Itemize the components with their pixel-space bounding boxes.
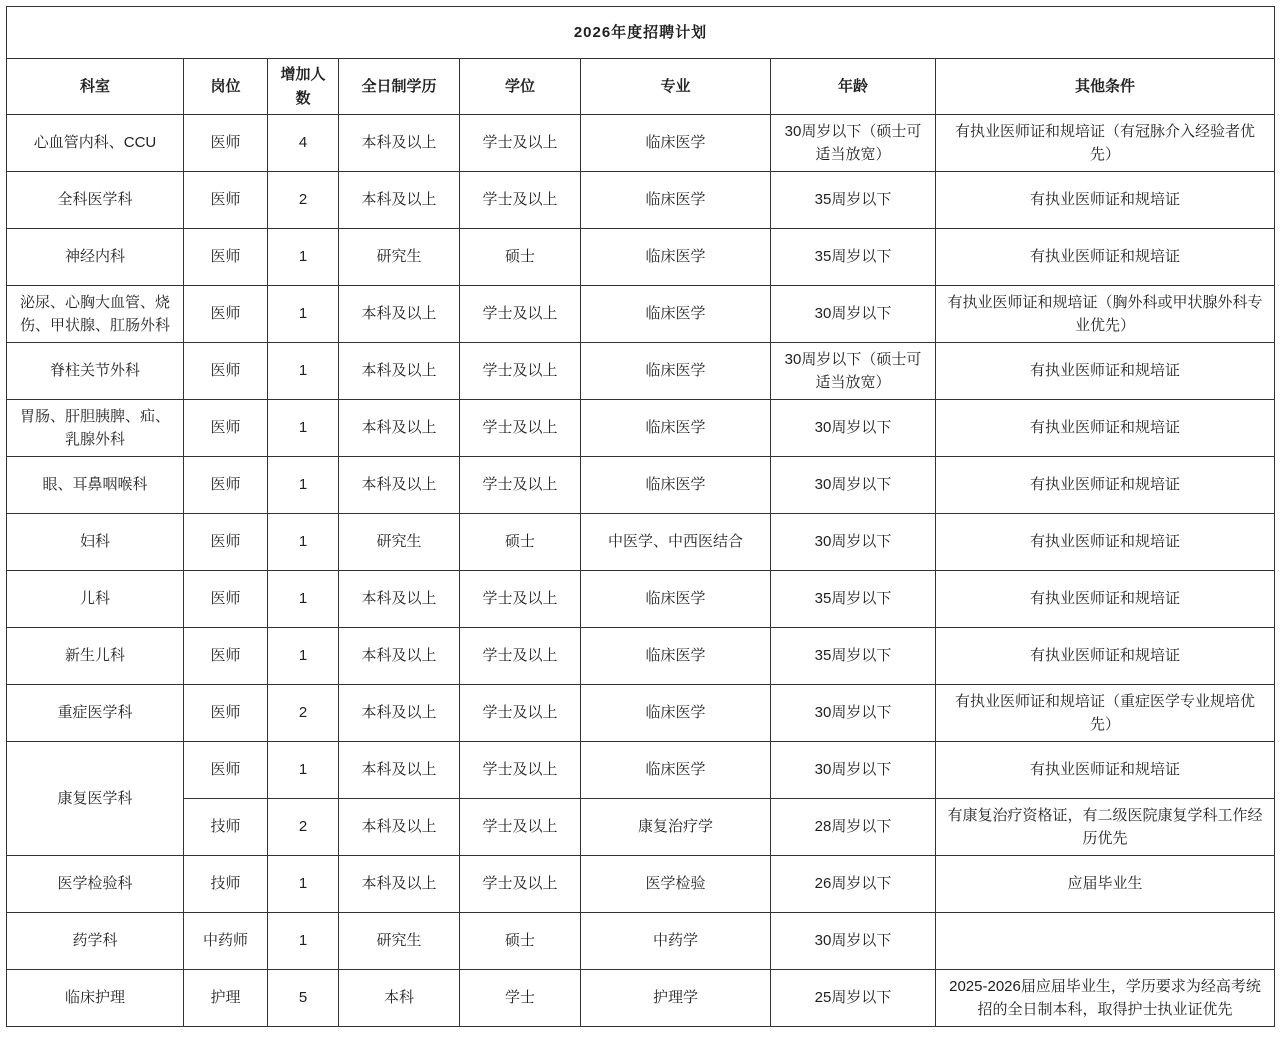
cell-position: 中药师 <box>184 913 268 970</box>
cell-position: 医师 <box>184 571 268 628</box>
cell-headcount: 5 <box>268 970 339 1027</box>
cell-major: 临床医学 <box>581 571 771 628</box>
cell-major: 护理学 <box>581 970 771 1027</box>
cell-major: 临床医学 <box>581 628 771 685</box>
column-header-other-conditions: 其他条件 <box>936 59 1275 115</box>
table-row <box>7 514 1275 571</box>
cell-department: 神经内科 <box>7 229 184 286</box>
table-row <box>7 799 1275 856</box>
cell-major: 临床医学 <box>581 115 771 172</box>
cell-degree: 学士及以上 <box>460 571 581 628</box>
cell-education: 本科及以上 <box>339 742 460 799</box>
cell-headcount: 1 <box>268 913 339 970</box>
cell-major: 临床医学 <box>581 400 771 457</box>
column-header-position: 岗位 <box>184 59 268 115</box>
cell-age: 30周岁以下 <box>771 742 936 799</box>
cell-other-conditions: 有康复治疗资格证，有二级医院康复学科工作经历优先 <box>936 799 1275 856</box>
cell-department: 儿科 <box>7 571 184 628</box>
cell-age: 30周岁以下 <box>771 286 936 343</box>
cell-headcount: 1 <box>268 400 339 457</box>
cell-degree: 学士及以上 <box>460 400 581 457</box>
column-header-degree: 学位 <box>460 59 581 115</box>
cell-degree: 学士及以上 <box>460 685 581 742</box>
cell-other-conditions: 2025-2026届应届毕业生，学历要求为经高考统招的全日制本科，取得护士执业证优先 <box>936 970 1275 1027</box>
cell-degree: 学士及以上 <box>460 172 581 229</box>
cell-other-conditions: 有执业医师证和规培证 <box>936 343 1275 400</box>
cell-degree: 硕士 <box>460 229 581 286</box>
cell-education: 研究生 <box>339 514 460 571</box>
cell-major: 临床医学 <box>581 286 771 343</box>
cell-major: 临床医学 <box>581 685 771 742</box>
cell-headcount: 1 <box>268 514 339 571</box>
cell-department: 泌尿、心胸大血管、烧伤、甲状腺、肛肠外科 <box>7 286 184 343</box>
cell-education: 本科及以上 <box>339 685 460 742</box>
table-row <box>7 571 1275 628</box>
cell-position: 医师 <box>184 514 268 571</box>
cell-age: 30周岁以下 <box>771 685 936 742</box>
cell-degree: 学士及以上 <box>460 115 581 172</box>
cell-degree: 学士及以上 <box>460 799 581 856</box>
cell-department: 药学科 <box>7 913 184 970</box>
cell-department: 重症医学科 <box>7 685 184 742</box>
cell-other-conditions: 有执业医师证和规培证 <box>936 229 1275 286</box>
cell-other-conditions: 有执业医师证和规培证 <box>936 742 1275 799</box>
cell-department: 眼、耳鼻咽喉科 <box>7 457 184 514</box>
table-row <box>7 229 1275 286</box>
table-row <box>7 913 1275 970</box>
cell-department: 新生儿科 <box>7 628 184 685</box>
page-title: 2026年度招聘计划 <box>7 7 1275 59</box>
cell-major: 临床医学 <box>581 229 771 286</box>
table-row <box>7 400 1275 457</box>
cell-headcount: 2 <box>268 172 339 229</box>
column-header-education: 全日制学历 <box>339 59 460 115</box>
cell-department: 临床护理 <box>7 970 184 1027</box>
cell-position: 医师 <box>184 286 268 343</box>
column-header-department: 科室 <box>7 59 184 115</box>
cell-age: 35周岁以下 <box>771 229 936 286</box>
cell-degree: 学士及以上 <box>460 343 581 400</box>
cell-education: 本科及以上 <box>339 400 460 457</box>
table-row <box>7 742 1275 799</box>
cell-position: 医师 <box>184 685 268 742</box>
cell-headcount: 1 <box>268 343 339 400</box>
cell-department: 胃肠、肝胆胰脾、疝、乳腺外科 <box>7 400 184 457</box>
table-row <box>7 457 1275 514</box>
column-header-row <box>7 59 1275 115</box>
cell-other-conditions: 有执业医师证和规培证 <box>936 400 1275 457</box>
column-header-headcount: 增加人数 <box>268 59 339 115</box>
cell-major: 康复治疗学 <box>581 799 771 856</box>
cell-age: 30周岁以下（硕士可适当放宽） <box>771 115 936 172</box>
cell-education: 本科 <box>339 970 460 1027</box>
cell-education: 本科及以上 <box>339 799 460 856</box>
cell-degree: 硕士 <box>460 913 581 970</box>
column-header-major: 专业 <box>581 59 771 115</box>
table-row <box>7 286 1275 343</box>
cell-degree: 学士及以上 <box>460 457 581 514</box>
cell-age: 30周岁以下 <box>771 514 936 571</box>
cell-headcount: 1 <box>268 457 339 514</box>
cell-position: 医师 <box>184 400 268 457</box>
cell-education: 本科及以上 <box>339 457 460 514</box>
cell-age: 30周岁以下 <box>771 457 936 514</box>
cell-degree: 学士及以上 <box>460 286 581 343</box>
cell-age: 35周岁以下 <box>771 172 936 229</box>
table-row <box>7 856 1275 913</box>
cell-age: 30周岁以下 <box>771 913 936 970</box>
cell-degree: 学士及以上 <box>460 742 581 799</box>
cell-degree: 学士及以上 <box>460 856 581 913</box>
cell-position: 医师 <box>184 457 268 514</box>
table-row <box>7 172 1275 229</box>
cell-age: 25周岁以下 <box>771 970 936 1027</box>
recruitment-plan-table <box>6 6 1275 1027</box>
title-row <box>7 7 1275 59</box>
cell-age: 35周岁以下 <box>771 628 936 685</box>
cell-headcount: 4 <box>268 115 339 172</box>
cell-age: 28周岁以下 <box>771 799 936 856</box>
cell-other-conditions: 有执业医师证和规培证（重症医学专业规培优先） <box>936 685 1275 742</box>
cell-headcount: 1 <box>268 856 339 913</box>
cell-position: 技师 <box>184 799 268 856</box>
cell-headcount: 1 <box>268 286 339 343</box>
cell-position: 医师 <box>184 343 268 400</box>
cell-other-conditions: 有执业医师证和规培证 <box>936 571 1275 628</box>
cell-education: 本科及以上 <box>339 343 460 400</box>
cell-age: 30周岁以下（硕士可适当放宽） <box>771 343 936 400</box>
cell-age: 35周岁以下 <box>771 571 936 628</box>
cell-degree: 学士及以上 <box>460 628 581 685</box>
cell-headcount: 1 <box>268 742 339 799</box>
cell-department: 全科医学科 <box>7 172 184 229</box>
cell-position: 医师 <box>184 115 268 172</box>
cell-major: 中医学、中西医结合 <box>581 514 771 571</box>
cell-major: 临床医学 <box>581 343 771 400</box>
cell-degree: 硕士 <box>460 514 581 571</box>
column-header-age: 年龄 <box>771 59 936 115</box>
cell-headcount: 1 <box>268 229 339 286</box>
cell-position: 技师 <box>184 856 268 913</box>
cell-department: 康复医学科 <box>7 742 184 856</box>
cell-other-conditions <box>936 913 1275 970</box>
cell-position: 护理 <box>184 970 268 1027</box>
cell-other-conditions: 有执业医师证和规培证 <box>936 172 1275 229</box>
cell-education: 本科及以上 <box>339 172 460 229</box>
cell-education: 研究生 <box>339 913 460 970</box>
table-row <box>7 970 1275 1027</box>
table-row <box>7 685 1275 742</box>
cell-major: 临床医学 <box>581 742 771 799</box>
cell-position: 医师 <box>184 628 268 685</box>
cell-department: 医学检验科 <box>7 856 184 913</box>
table-row <box>7 115 1275 172</box>
cell-position: 医师 <box>184 172 268 229</box>
cell-other-conditions: 有执业医师证和规培证 <box>936 628 1275 685</box>
cell-department: 心血管内科、CCU <box>7 115 184 172</box>
cell-major: 临床医学 <box>581 457 771 514</box>
cell-major: 临床医学 <box>581 172 771 229</box>
cell-major: 医学检验 <box>581 856 771 913</box>
cell-education: 研究生 <box>339 229 460 286</box>
cell-major: 中药学 <box>581 913 771 970</box>
cell-education: 本科及以上 <box>339 628 460 685</box>
cell-other-conditions: 有执业医师证和规培证 <box>936 457 1275 514</box>
cell-other-conditions: 有执业医师证和规培证 <box>936 514 1275 571</box>
cell-headcount: 1 <box>268 628 339 685</box>
cell-headcount: 2 <box>268 685 339 742</box>
cell-position: 医师 <box>184 229 268 286</box>
cell-position: 医师 <box>184 742 268 799</box>
cell-other-conditions: 应届毕业生 <box>936 856 1275 913</box>
cell-headcount: 1 <box>268 571 339 628</box>
cell-degree: 学士 <box>460 970 581 1027</box>
table-body <box>7 115 1275 1027</box>
table-row <box>7 628 1275 685</box>
cell-other-conditions: 有执业医师证和规培证（胸外科或甲状腺外科专业优先） <box>936 286 1275 343</box>
table-row <box>7 343 1275 400</box>
cell-other-conditions: 有执业医师证和规培证（有冠脉介入经验者优先） <box>936 115 1275 172</box>
cell-education: 本科及以上 <box>339 115 460 172</box>
cell-headcount: 2 <box>268 799 339 856</box>
cell-age: 26周岁以下 <box>771 856 936 913</box>
cell-age: 30周岁以下 <box>771 400 936 457</box>
cell-education: 本科及以上 <box>339 571 460 628</box>
cell-department: 脊柱关节外科 <box>7 343 184 400</box>
cell-education: 本科及以上 <box>339 286 460 343</box>
cell-department: 妇科 <box>7 514 184 571</box>
cell-education: 本科及以上 <box>339 856 460 913</box>
